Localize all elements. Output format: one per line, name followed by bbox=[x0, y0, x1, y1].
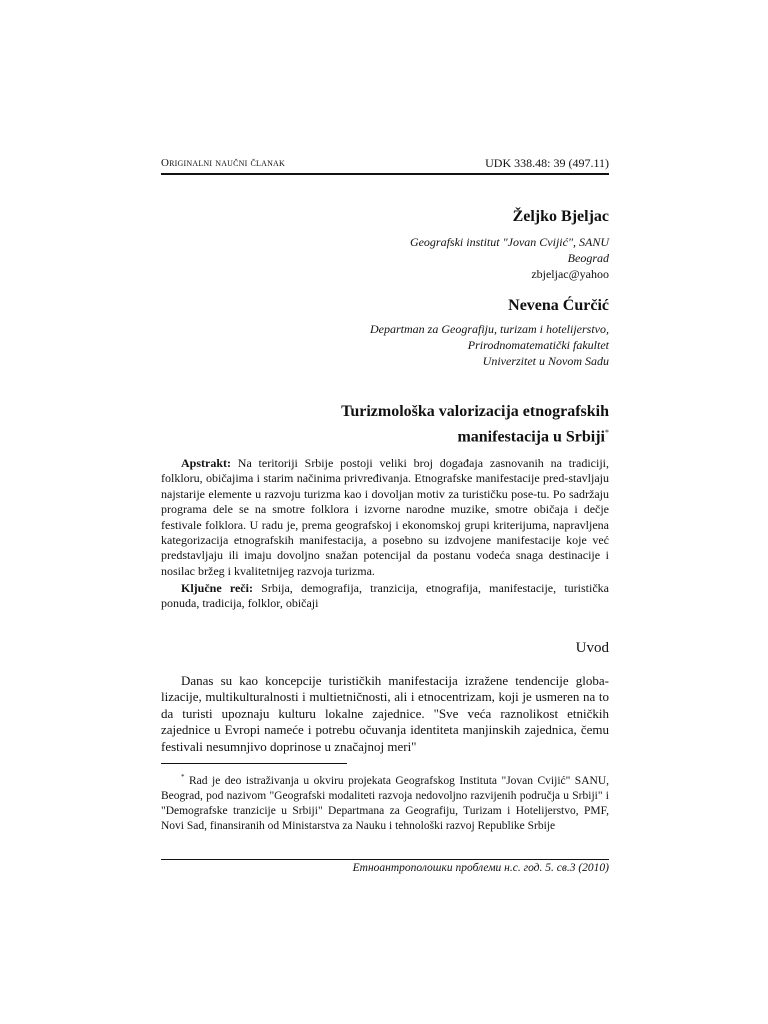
author-name-2 bbox=[508, 296, 609, 316]
paragraph-text: Danas su kao koncepcije turističkih manifestacija izražene tendencije globa-lizacije, multikulturalnosti i multietničnosti, ali i etnocentrizam, koji je usmeren na to da turisti upoznaju kulturu lokalne zajednice. "Sve veća raznolikost etničkih zajednice u Evropi nameće i potrebu očuvanja identiteta manjinskih zajednica, čemu festivali nesumnjivo doprinose u značajnoj meri" bbox=[161, 673, 609, 754]
paper-title bbox=[161, 401, 609, 447]
footnote-rule bbox=[161, 763, 347, 764]
affiliation-2 bbox=[370, 321, 609, 369]
affiliation-line: Departman za Geografiju, turizam i hotelijerstvo, bbox=[370, 322, 609, 336]
footnote bbox=[161, 770, 609, 834]
title-line: manifestacija u Srbiji bbox=[457, 428, 605, 446]
affiliation-line: Prirodnomatematički fakultet bbox=[467, 338, 609, 352]
author-email: zbjeljac@yahoo bbox=[531, 267, 609, 281]
footnote-text: Rad je deo istraživanja u okviru projekata Geografskog Instituta "Jovan Cvijić" SANU, Beograd, pod nazivom "Geografski modaliteti razvoja nedovoljno razvijenih područja u Srbiji" i "Demografske tranzicije u Srbiji" Departmana za Geografiju, Turizam i Hotelijerstvo, PMF, Novi Sad, finansiranih od Ministarstva za Nauku i tehnološki razvoj Republike Srbije bbox=[161, 774, 609, 832]
article-type: Originalni naučni članak bbox=[161, 157, 286, 169]
affiliation-line: Geografski institut "Jovan Cvijić", SANU bbox=[409, 235, 609, 249]
abstract-text: Na teritoriji Srbije postoji veliki broj događaja zasnovanih na tradiciji, folkloru, običajima i starim načinima privređivanja. Etnografske manifestacije pred-stavljaju najstarije elemente u razvoju turizma kao i dovoljan motiv za turističku pose-tu. Po sadržaju programa dele se na smotre folklora i izvorne narodne muzike, smotre običaja i dečje festivale folklora. U radu je, prema geografskoj i ekonomskoj grupi kriterijuma, napravljena kategorizacija etnografskih manifestacija, a posebno su izdvojene manifestacije koje već predstavljaju ili imaju dovoljno snažan potencijal da postanu vodeća snaga destinacije i nosilac bržeg i kvalitetnijeg razvoja turizma. bbox=[161, 456, 609, 578]
journal-footer: Етноантрополошки проблеми н.с. год. 5. св.3 (2010) bbox=[352, 862, 609, 874]
paper-page bbox=[161, 0, 609, 1024]
affiliation-line: Beograd bbox=[567, 251, 609, 265]
udk-code: UDK 338.48: 39 (497.11) bbox=[485, 156, 609, 170]
author-name: Nevena Ćurčić bbox=[508, 297, 609, 314]
header-rule bbox=[161, 173, 609, 175]
abstract bbox=[161, 456, 609, 579]
title-line: Turizmološka valorizacija etnografskih bbox=[341, 403, 609, 420]
keywords-text: Srbija, demografija, tranzicija, etnografija, manifestacije, turistička ponuda, tradicija, folklor, običaji bbox=[161, 581, 609, 611]
footnote-mark: * bbox=[605, 428, 609, 437]
keywords-label: Ključne reči: bbox=[181, 581, 253, 595]
running-header bbox=[161, 157, 609, 173]
affiliation-1 bbox=[410, 234, 609, 282]
section-heading: Uvod bbox=[575, 640, 609, 656]
footer-rule bbox=[161, 859, 609, 860]
footnote-mark: * bbox=[181, 773, 185, 781]
author-name-1 bbox=[513, 207, 609, 227]
body-paragraph bbox=[161, 673, 609, 755]
affiliation-line: Univerzitet u Novom Sadu bbox=[482, 354, 609, 368]
author-name: Željko Bjeljac bbox=[512, 208, 609, 225]
abstract-label: Apstrakt: bbox=[181, 456, 231, 470]
keywords bbox=[161, 581, 609, 612]
